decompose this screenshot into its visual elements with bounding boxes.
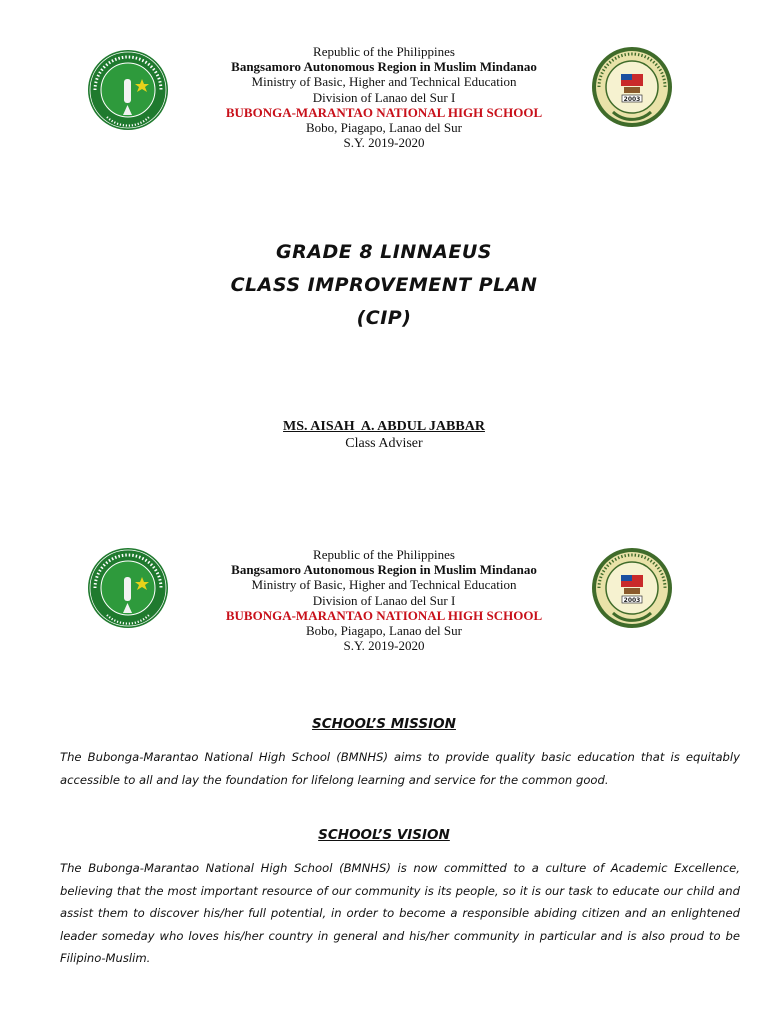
vision-heading: SCHOOL’S VISION [318,827,450,843]
adviser-block [0,418,768,452]
svg-text:2003: 2003 [623,597,641,604]
cover-title-line-1: GRADE 8 LINNAEUS [276,241,492,263]
region-line: Bangsamoro Autonomous Region in Muslim Mindanao [231,59,537,75]
school-address: Bobo, Piagapo, Lanao del Sur [306,623,462,639]
ministry-line: Ministry of Basic, Higher and Technical Education [251,577,517,593]
republic-line: Republic of the Philippines [313,44,455,59]
cover-title [0,236,768,335]
school-name: BUBONGA-MARANTAO NATIONAL HIGH SCHOOL [225,104,543,120]
letterhead-second [0,547,768,657]
region-line: Bangsamoro Autonomous Region in Muslim Mindanao [231,562,537,578]
republic-line: Republic of the Philippines [313,547,455,562]
vision-body: The Bubonga-Marantao National High School (BMNHS) is now committed to a culture of Academic Excellence, believing that the most important resource of our community is its people, so it is our task to educate our child and assist them to discover his/her full potential, in order to become a responsible abiding citizen and an enlightened leader someday who loves his/her country in general and his/her community in particular and is also proud to be Filipino-Muslim. [60,861,740,965]
school-year: S.Y. 2019-2020 [343,135,425,151]
svg-text:2003: 2003 [623,96,641,103]
bmnhs-seal-logo [591,547,673,629]
school-name: BUBONGA-MARANTAO NATIONAL HIGH SCHOOL [225,607,543,623]
mission-heading: SCHOOL’S MISSION [312,716,456,732]
mission-body: The Bubonga-Marantao National High School (BMNHS) aims to provide quality basic education that is equitably accessible to all and lay the foundation for lifelong learning and service for the common good. [60,750,740,787]
division-line: Division of Lanao del Sur I [312,592,456,608]
ministry-line: Ministry of Basic, Higher and Technical Education [251,74,517,90]
cover-title-line-3: (CIP) [356,307,412,329]
letterhead-top [0,44,768,154]
division-line: Division of Lanao del Sur I [312,89,456,105]
adviser-name: MS. AISAH A. ABDUL JABBAR [283,419,485,434]
adviser-role: Class Adviser [345,436,423,451]
cover-title-line-2: CLASS IMPROVEMENT PLAN [230,274,538,296]
bmnhs-seal-logo [591,46,673,128]
school-address: Bobo, Piagapo, Lanao del Sur [306,120,462,136]
school-year: S.Y. 2019-2020 [343,638,425,654]
